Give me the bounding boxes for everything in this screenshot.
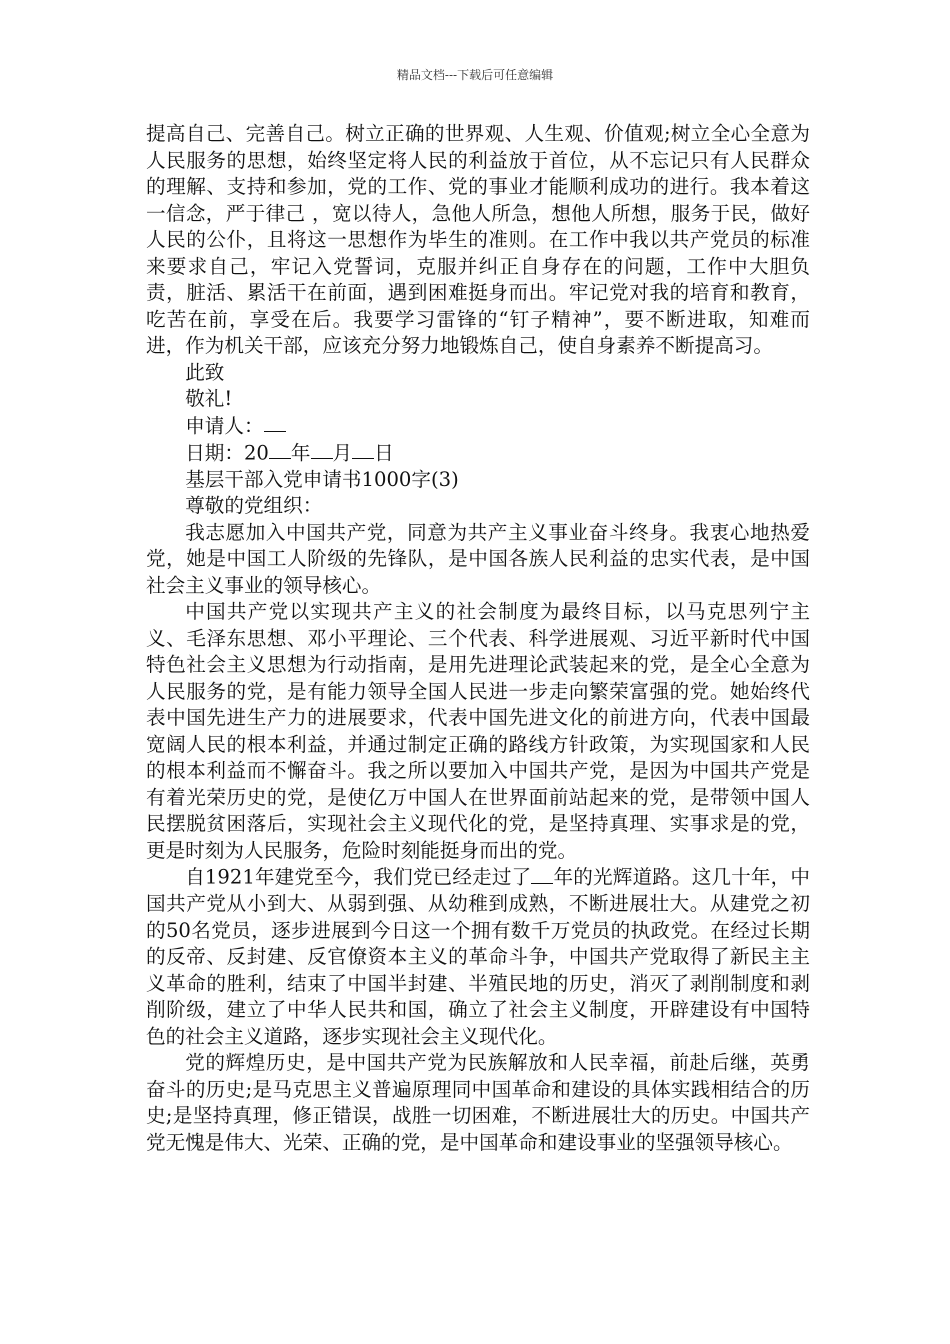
date-line (146, 440, 810, 467)
applicant-blank (264, 413, 286, 433)
paragraph-4 (146, 864, 810, 1050)
paragraph-4-part-b: 年的光辉道路。这几十年，中国共产党从小到大、从弱到强、从幼稚到成熟，不断进展壮大。从建党之初的50名党员，逐步进展到今日这一个拥有数千万党员的执政党。在经过长期的反帝、反封建、反官僚资本主义的革命斗争，中国共产党取得了新民主主义革命的胜利，结束了中国半封建、半殖民地的历史，消灭了剥削制度和剥削阶级，建立了中华人民共和国，确立了社会主义制度，开辟建设有中国特色的社会主义道路，逐步实现社会主义现代化。 (146, 865, 810, 1048)
paragraph-5: 党的辉煌历史，是中国共产党为民族解放和人民幸福，前赴后继，英勇奋斗的历史;是马克思主义普遍原理同中国革命和建设的具体实践相结合的历史;是坚持真理，修正错误，战胜一切困难，不断进展壮大的历史。中国共产党无愧是伟大、光荣、正确的党，是中国革命和建设事业的坚强领导核心。 (146, 1051, 810, 1154)
document-body (146, 121, 810, 1156)
date-day-unit: 日 (374, 441, 394, 465)
applicant-label: 申请人： (185, 414, 264, 438)
paragraph-3: 中国共产党以实现共产主义的社会制度为最终目标，以马克思列宁主义、毛泽东思想、邓小平理论、三个代表、科学进展观、习近平新时代中国特色社会主义思想为行动指南，是用先进理论武装起来的党，是全心全意为人民服务的党，是有能力领导全国人民进一步走向繁荣富强的党。她始终代表中国先进生产力的进展要求，代表中国先进文化的前进方向，代表中国最宽阔人民的根本利益，并通过制定正确的路线方针政策，为实现国家和人民的根本利益而不懈奋斗。我之所以要加入中国共产党，是因为中国共产党是有着光荣历史的党，是使亿万中国人在世界面前站起来的党，是带领中国人民摆脱贫困落后，实现社会主义现代化的党，是坚持真理、实事求是的党，更是时刻为人民服务，危险时刻能挺身而出的党。 (146, 600, 810, 862)
date-month-blank (311, 440, 333, 460)
paragraph-2: 我志愿加入中国共产党，同意为共产主义事业奋斗终身。我衷心地热爱党，她是中国工人阶级的先锋队，是中国各族人民利益的忠实代表，是中国社会主义事业的领导核心。 (146, 520, 810, 597)
paragraph-4-part-a: 自1921年建党至今，我们党已经走过了 (185, 865, 532, 889)
closing-line-2: 敬礼! (185, 387, 233, 410)
salutation: 尊敬的党组织： (185, 494, 323, 518)
date-year-unit: 年 (290, 441, 311, 465)
paragraph-continued: 提高自己、完善自己。树立正确的世界观、人生观、价值观;树立全心全意为人民服务的思想，始终坚定将人民的利益放于首位，从不忘记只有人民群众的理解、支持和参加，党的工作、党的事业才能顺利成功的进行。我本着这一信念，严于律己 ，宽以待人，急他人所急，想他人所想，服务于民，做好人民的公仆，且将这一思想作为毕生的准则。在工作中我以共产党员的标准来要求自己，牢记入党誓词，克服并纠正自身存在的问题，工作中大胆负责，脏活、累活干在前面，遇到困难挺身而出。牢记党对我的培育和教育，吃苦在前，享受在后。我要学习雷锋的“钉子精神”，要不断进取，知难而进，作为机关干部，应该充分努力地锻炼自己，使自身素养不断提高习。 (146, 122, 810, 357)
date-year-prefix: 20 (243, 441, 269, 465)
applicant-line (146, 413, 810, 440)
date-label: 日期： (185, 441, 244, 465)
date-month-unit: 月 (332, 441, 353, 465)
page-header: 精品文档---下载后可任意编辑 (396, 68, 554, 82)
section-title: 基层干部入党申请书1000字(3) (185, 467, 459, 491)
closing-line-1: 此致 (185, 360, 225, 384)
date-day-blank (352, 440, 374, 460)
date-year-blank (269, 440, 291, 460)
years-blank (531, 864, 553, 884)
